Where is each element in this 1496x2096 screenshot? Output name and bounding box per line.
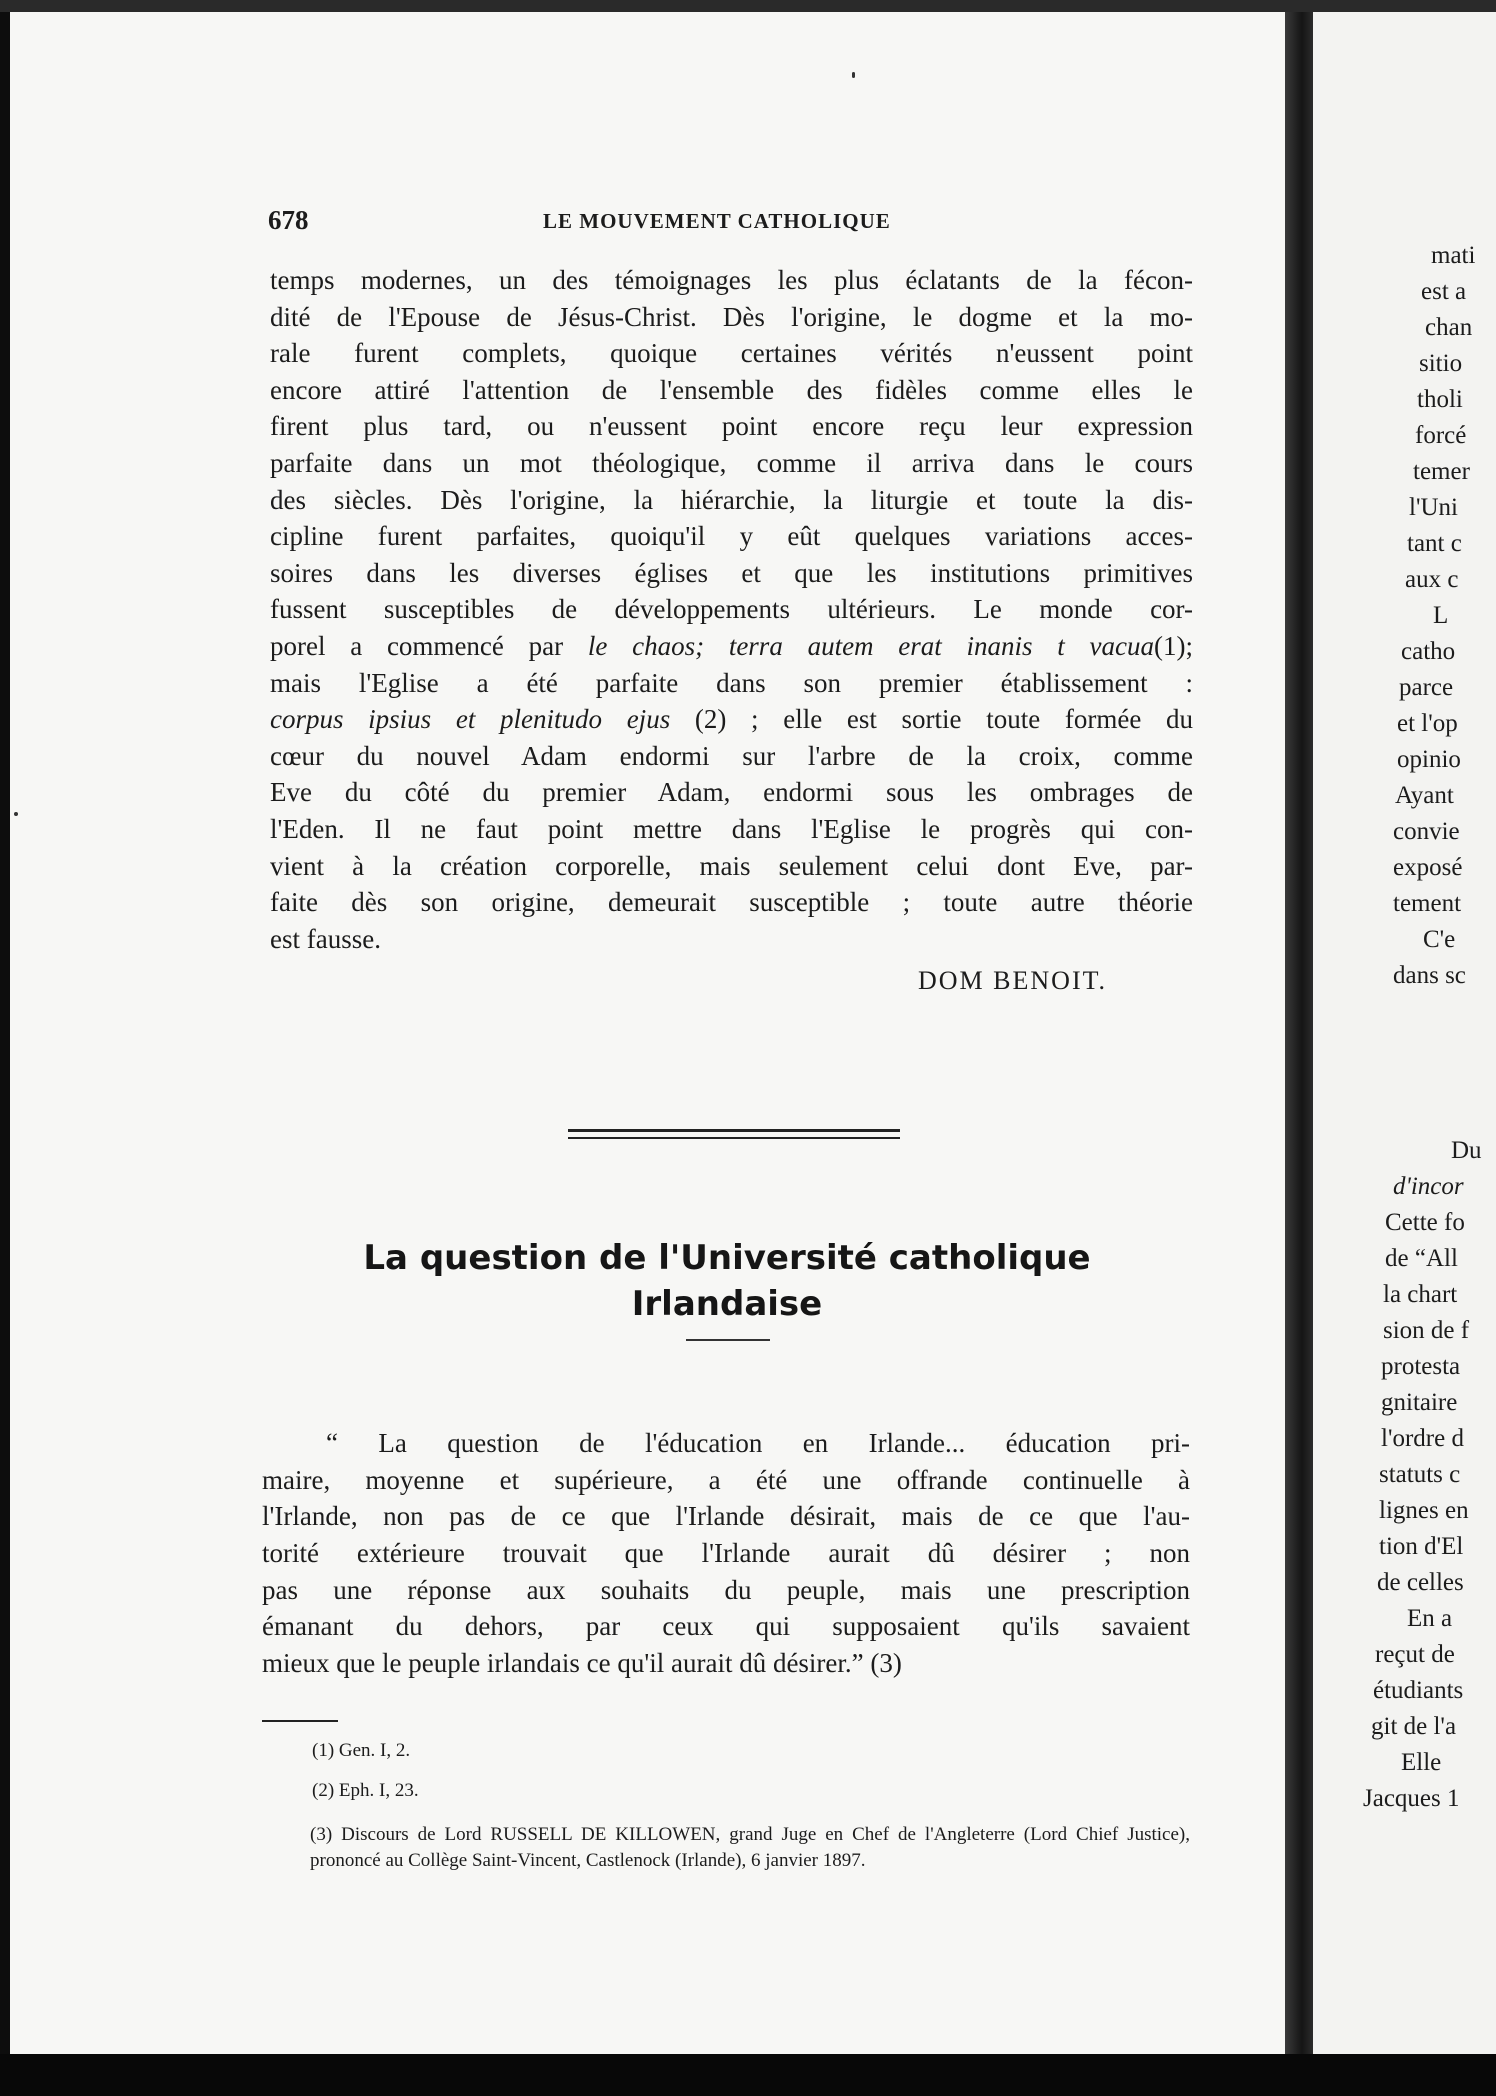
block-quote (262, 1425, 1190, 1682)
text-fragment: et l'op (1397, 710, 1458, 737)
text-span: (2) ; elle est sortie toute formée du (670, 704, 1194, 735)
text-fragment: lignes en (1379, 1497, 1469, 1524)
text-fragment: chan (1425, 314, 1473, 341)
scan-speck (14, 812, 18, 816)
text-line (270, 701, 1193, 738)
quote-line: “ La question de l'éducation en Irlande... éducation pri- (326, 1428, 1190, 1458)
footnote-ref: (1); (1154, 630, 1193, 661)
text-line: parfaite dans un mot théologique, comme il arriva dans le cours (270, 447, 1193, 478)
text-fragment: Jacques 1 (1363, 1785, 1460, 1812)
signature: DOM BENOIT. (918, 966, 1108, 995)
text-fragment: Du (1451, 1137, 1482, 1164)
text-line: faite dès son origine, demeurait susceptible ; toute autre théorie (270, 887, 1193, 918)
latin-quote: corpus ipsius et plenitudo ejus (270, 704, 671, 735)
text-line: mais l'Eglise a été parfaite dans son premier établissement : (270, 667, 1193, 698)
text-line: des siècles. Dès l'origine, la hiérarchie, la liturgie et toute la dis- (270, 484, 1193, 515)
text-fragment: Cette fo (1385, 1209, 1465, 1236)
section-divider (568, 1129, 900, 1132)
text-line: fussent susceptibles de développements ultérieurs. Le monde cor- (270, 594, 1193, 625)
footnote-rule (262, 1720, 338, 1722)
text-fragment: de “All (1385, 1245, 1458, 1272)
text-line: temps modernes, un des témoignages les plus éclatants de la fécon- (270, 265, 1193, 295)
title-divider (686, 1339, 770, 1341)
text-line: Eve du côté du premier Adam, endormi sous les ombrages de (270, 777, 1193, 808)
text-fragment: Ayant (1395, 782, 1454, 809)
right-page (1313, 12, 1496, 2054)
text-fragment: protesta (1381, 1353, 1461, 1380)
scan-top-edge (0, 0, 1496, 12)
text-fragment: En a (1407, 1605, 1453, 1632)
text-fragment: reçut de (1375, 1641, 1455, 1668)
text-line: encore attiré l'attention de l'ensemble des fidèles comme elles le (270, 374, 1193, 405)
text-fragment: mati (1431, 242, 1476, 269)
quote-line: pas une réponse aux souhaits du peuple, mais une prescription (262, 1574, 1190, 1605)
latin-quote: le chaos; terra autem erat inanis t vacua (587, 630, 1155, 661)
quote-line: l'Irlande, non pas de ce que l'Irlande désirait, mais de ce que l'au- (262, 1501, 1190, 1532)
section-divider (568, 1137, 900, 1139)
text-fragment: parce (1399, 674, 1454, 701)
text-line: cœur du nouvel Adam endormi sur l'arbre de la croix, comme (270, 740, 1193, 771)
text-line: firent plus tard, ou n'eussent point encore reçu leur expression (270, 411, 1193, 442)
text-line: cipline furent parfaites, quoiqu'il y eût quelques variations acces- (270, 521, 1193, 552)
text-fragment: C'e (1423, 926, 1456, 953)
scan-speck (852, 72, 855, 78)
text-fragment: catho (1401, 638, 1456, 665)
text-fragment: dans sc (1393, 962, 1466, 989)
text-span: porel a commencé par (270, 630, 588, 661)
text-fragment: d'incor (1393, 1173, 1464, 1200)
footnote: (1) Gen. I, 2. (312, 1740, 411, 1761)
text-fragment: tholi (1417, 386, 1463, 413)
text-fragment: l'ordre d (1381, 1425, 1464, 1452)
quote-line: torité extérieure trouvait que l'Irlande aurait dû désirer ; non (262, 1538, 1190, 1569)
text-fragment: de celles (1377, 1569, 1464, 1596)
quote-line: mieux que le peuple irlandais ce qu'il aurait dû désirer.” (3) (262, 1648, 902, 1679)
text-fragment: L (1433, 602, 1449, 629)
text-line: est fausse. (270, 923, 381, 954)
page-header (258, 205, 1198, 245)
text-line: dité de l'Epouse de Jésus-Christ. Dès l'origine, le dogme et la mo- (270, 301, 1193, 332)
text-fragment: tion d'El (1379, 1533, 1464, 1560)
text-fragment: Elle (1401, 1749, 1442, 1776)
text-fragment: gnitaire (1381, 1389, 1458, 1416)
text-fragment: la chart (1383, 1281, 1458, 1308)
quote-line: émanant du dehors, par ceux qui supposaient qu'ils savaient (262, 1611, 1190, 1642)
text-fragment: l'Uni (1409, 494, 1458, 521)
text-fragment: git de l'a (1371, 1713, 1457, 1740)
article-title (262, 1235, 1192, 1327)
text-line: rale furent complets, quoique certaines vérités n'eussent point (270, 338, 1193, 369)
text-line: l'Eden. Il ne faut point mettre dans l'Eglise le progrès qui con- (270, 813, 1193, 844)
page-number: 678 (268, 205, 309, 235)
text-fragment: sitio (1419, 350, 1463, 377)
text-fragment: est a (1421, 278, 1467, 305)
text-fragment: tement (1393, 890, 1462, 917)
text-fragment: convie (1393, 818, 1460, 845)
text-fragment: exposé (1393, 854, 1463, 881)
text-fragment: forcé (1415, 422, 1467, 449)
footnote: (3) Discours de Lord RUSSELL DE KILLOWEN, grand Juge en Chef de l'Angleterre (Lord Chief Justice), prononcé au Collège Saint-Vincent, Castlenock (Irlande), 6 janvier 1897. (310, 1824, 1190, 1871)
text-fragment: sion de f (1383, 1317, 1470, 1344)
title-line: Irlandaise (631, 1284, 823, 1324)
text-line (270, 628, 1193, 665)
text-fragment: temer (1413, 458, 1470, 485)
text-line: soires dans les diverses églises et que les institutions primitives (270, 557, 1193, 588)
book-gutter (1285, 12, 1313, 2054)
text-fragment: opinio (1397, 746, 1461, 773)
text-line: vient à la création corporelle, mais seulement celui dont Eve, par- (270, 850, 1193, 881)
text-fragment: tant c (1407, 530, 1462, 557)
footnote: (2) Eph. I, 23. (312, 1780, 419, 1801)
quote-line: maire, moyenne et supérieure, a été une offrande continuelle à (262, 1464, 1190, 1495)
body-text (270, 262, 1193, 957)
running-head: LE MOUVEMENT CATHOLIQUE (543, 209, 891, 233)
scan-bottom-edge (0, 2054, 1496, 2096)
right-page-text (1313, 12, 1496, 2054)
text-fragment: étudiants (1373, 1677, 1464, 1704)
text-fragment: aux c (1405, 566, 1459, 593)
text-fragment: statuts c (1379, 1461, 1461, 1488)
title-line: La question de l'Université catholique (363, 1238, 1091, 1278)
